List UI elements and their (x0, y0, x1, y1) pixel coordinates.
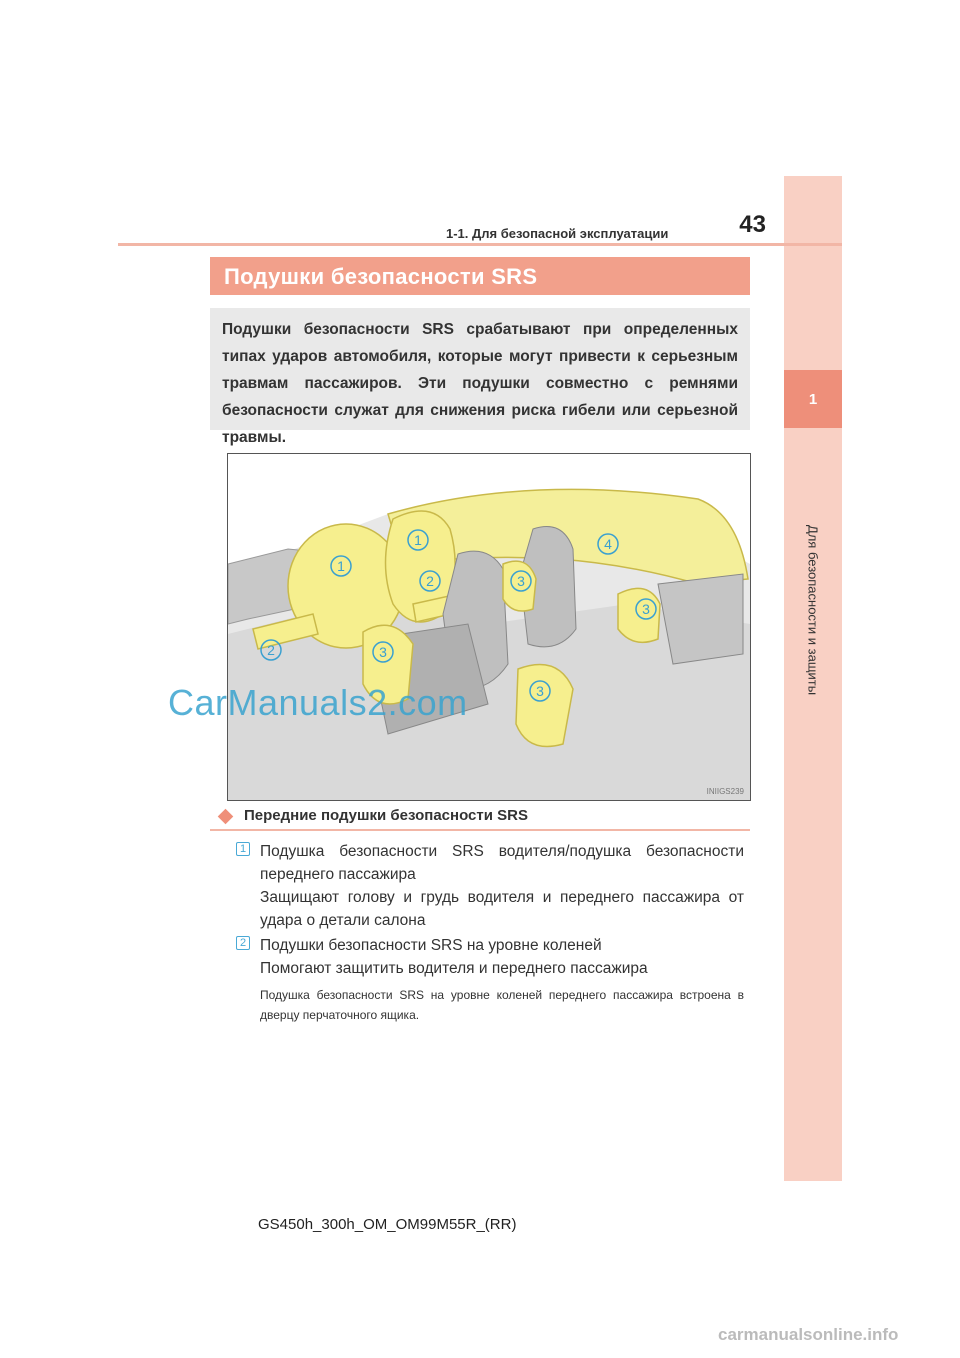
car-interior-drawing (228, 454, 750, 800)
callout-label: 3 (379, 644, 387, 660)
item-description: Защищают голову и грудь водителя и переднего пассажира от удара о детали салона (260, 889, 744, 929)
chapter-number: 1 (784, 370, 842, 428)
callout-label: 3 (642, 601, 650, 617)
diamond-bullet-icon (218, 809, 234, 825)
callout-label: 2 (267, 642, 275, 658)
chapter-label: Для безопасности и защиты (805, 524, 821, 696)
callout-label: 3 (536, 683, 544, 699)
callout-label: 3 (517, 573, 525, 589)
section-header: 1-1. Для безопасной эксплуатации (446, 226, 669, 241)
page-title: Подушки безопасности SRS (224, 264, 538, 289)
intro-box (210, 308, 750, 446)
subheading: Передние подушки безопасности SRS (244, 807, 528, 824)
intro-text: Подушки безопасности SRS срабатывают при определенных типах ударов автомобиля, которые могут привести к серьезным травмам пассажиров. Эти подушки совместно с ремнями безопасности служат для снижения риска гибели или серьезной травмы. (222, 321, 738, 446)
airbag-illustration (227, 453, 751, 801)
callout-label: 4 (604, 536, 612, 552)
note-text: Подушка безопасности SRS на уровне коленей переднего пассажира встроена в дверцу перчаточного ящика. (260, 988, 744, 1022)
item-number-badge: 1 (236, 842, 250, 856)
item-title: Подушки безопасности SRS на уровне коленей (260, 937, 602, 954)
figure-code: INIIGS239 (706, 787, 744, 796)
document-footer: GS450h_300h_OM_OM99M55R_(RR) (258, 1216, 517, 1233)
subheading-divider (210, 829, 750, 831)
site-watermark: carmanualsonline.info (718, 1325, 899, 1344)
section-title-bar (210, 257, 750, 295)
page-number: 43 (739, 211, 766, 238)
callout-label: 2 (426, 573, 434, 589)
item-description: Помогают защитить водителя и переднего пассажира (260, 960, 648, 977)
callout-label: 1 (414, 532, 422, 548)
header-divider (118, 243, 842, 246)
item-number-badge: 2 (236, 936, 250, 950)
item-title: Подушка безопасности SRS водителя/подушка безопасности переднего пассажира (260, 843, 744, 883)
watermark-logo: CarManuals2.com (168, 682, 468, 723)
callout-label: 1 (337, 558, 345, 574)
